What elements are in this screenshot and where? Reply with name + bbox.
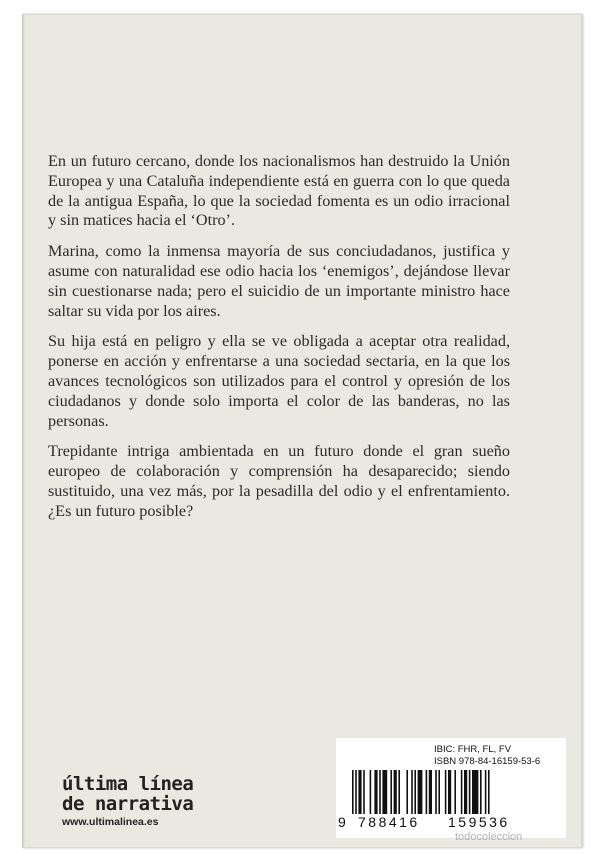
barcode-digits-right: 159536	[448, 814, 510, 830]
blurb-paragraph-4: Trepidante intriga ambientada en un futuro donde el gran sueño europeo de colaboración y comprensión ha desaparecido; siendo sustituido, una vez más, por la pesadilla del odio y el enfrentamiento. ¿Es un futuro posible?	[48, 442, 510, 520]
watermark: todocoleccion	[455, 831, 523, 843]
isbn-code: ISBN 978-84-16159-53-6	[434, 756, 541, 767]
blurb-paragraph-2: Marina, como la inmensa mayoría de sus conciudadanos, justifica y asume con naturalidad ese odio hacia los ‘enemigos’, dejándose llevar sin cuestionarse nada; pero el suicidio de un importante ministro hace saltar su vida por los aires.	[48, 242, 510, 320]
barcode-digit-first: 9	[338, 814, 346, 830]
barcode-info	[434, 744, 540, 768]
barcode-label	[336, 738, 566, 838]
barcode-icon	[342, 770, 560, 818]
ibic-code: IBIC: FHR, FL, FV	[434, 744, 512, 755]
publisher-url: www.ultimalinea.es	[62, 816, 159, 828]
blurb-text	[48, 152, 510, 533]
blurb-paragraph-3: Su hija está en peligro y ella se ve obligada a aceptar otra realidad, ponerse en acción y enfrentarse a una sociedad sectaria, en la que los avances tecnológicos son utilizados para el control y opresión de los ciudadanos y donde solo importa el color de las banderas, no las personas.	[48, 332, 510, 430]
blurb-paragraph-1: En un futuro cercano, donde los nacionalismos han destruido la Unión Europea y una Cataluña independiente está en guerra con lo que queda de la antigua España, lo que la sociedad fomenta es un odio irracional y sin matices hacia el ‘Otro’.	[48, 152, 510, 230]
publisher-logo	[62, 775, 193, 829]
publisher-name-line1: última línea	[62, 773, 194, 795]
publisher-name-line2: de narrativa	[62, 793, 194, 815]
cover-spine-edge	[22, 14, 25, 848]
barcode-digits-left: 788416	[358, 814, 420, 830]
